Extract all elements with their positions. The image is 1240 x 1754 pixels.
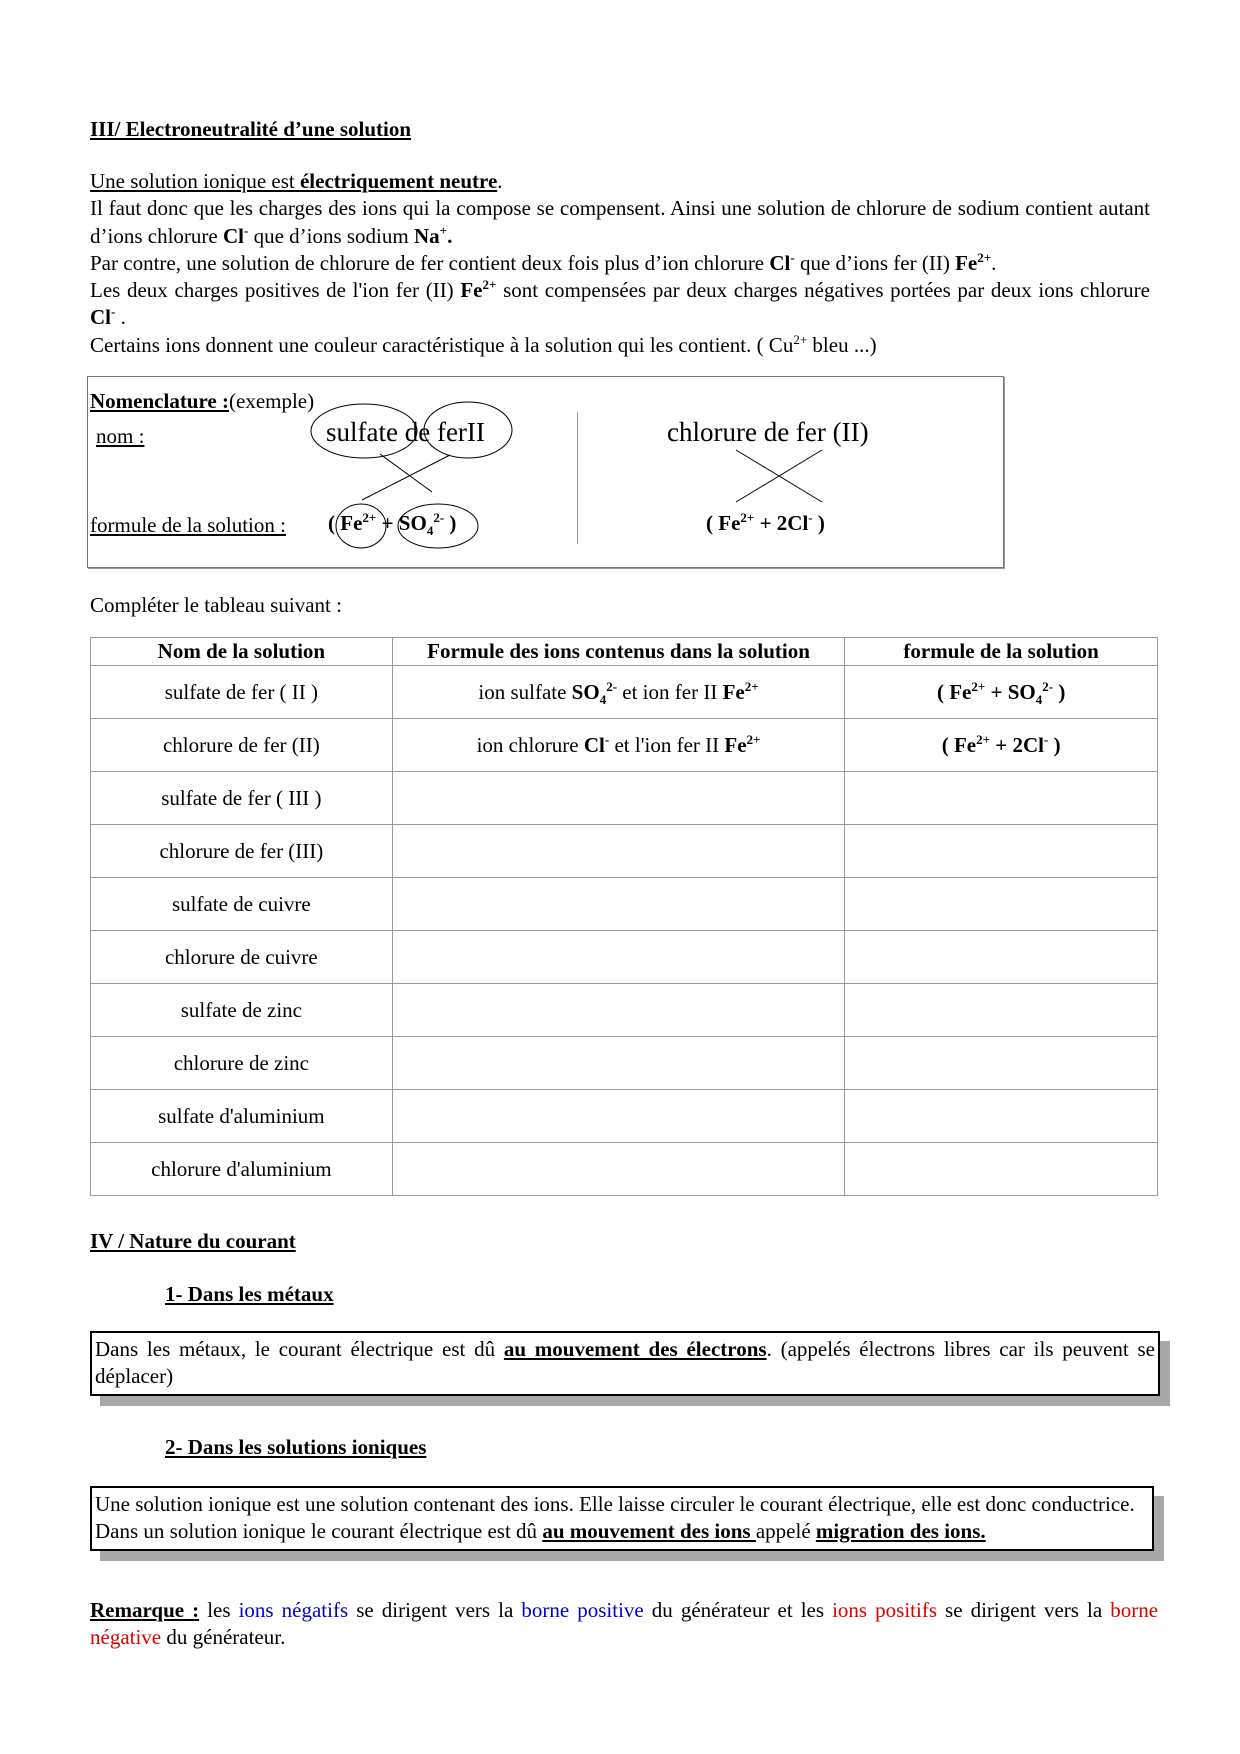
cell-name: chlorure de fer (III) [91,825,393,878]
cell-name: chlorure de fer (II) [91,719,393,772]
cell-ions-empty[interactable] [392,825,845,878]
positive-terminal-text: borne positive [521,1598,644,1622]
negative-terminal-text: borne négative [90,1598,1159,1650]
cell-name: sulfate de fer ( III ) [91,772,393,825]
task-instruction: Compléter le tableau suivant : [90,593,342,617]
cell-formula-empty[interactable] [845,1037,1158,1090]
neutral-statement: Une solution ionique est électriquement neutre [90,169,498,193]
remark-paragraph: Remarque : les ions négatifs se dirigent vers la borne positive du générateur et les ions positifs se dirigent vers la borne négative du générateur. [90,1598,1159,1650]
table-row [91,825,1158,878]
header-formula: formule de la solution [845,638,1158,666]
cell-formula-empty[interactable] [845,1090,1158,1143]
cell-name: chlorure de cuivre [91,931,393,984]
intro-paragraph-4: Certains ions donnent une couleur caractéristique à la solution qui les contient. ( $Cu^{2+}$ bleu ...) [90,331,877,357]
section-4-title: IV / Nature du courant [90,1229,296,1253]
table-row [91,1090,1158,1143]
cell-ions: ion sulfate $SO_4^{2-}$ et ion fer II $Fe^{2+}$ [392,666,845,719]
cell-ions-empty[interactable] [392,1143,845,1196]
cell-ions-empty[interactable] [392,931,845,984]
remark-label: Remarque : [90,1598,200,1622]
intro-line-1: Une solution ionique est électriquement neutre. [90,169,503,193]
positive-ions-text: ions positifs [832,1598,937,1622]
intro-paragraph-2: Par contre, une solution de chlorure de fer contient deux fois plus d’ion chlorure Cl- que d’ions fer (II) $Fe^{2+}$. [90,249,997,275]
header-ions: Formule des ions contenus dans la solution [392,638,845,666]
table-row [91,1143,1158,1196]
subsection-metals-title: 1- Dans les métaux [165,1282,334,1306]
section-3-title: III/ Electroneutralité d’une solution [90,117,412,141]
ellipse-sulfate [311,404,417,458]
cell-name: chlorure d'aluminium [91,1143,393,1196]
cell-name: sulfate de fer ( II ) [91,666,393,719]
table-row [91,984,1158,1037]
cell-formula-empty[interactable] [845,984,1158,1037]
cell-formula: ( $Fe^{2+} + 2Cl^-$ ) [845,719,1158,772]
subsection-ionic-title: 2- Dans les solutions ioniques [165,1435,427,1459]
example-formula-1: ( $Fe^{2+} + SO_4^{2-}$ ) [328,510,457,539]
example-name-2: chlorure de fer (II) [667,417,869,447]
table-row [91,772,1158,825]
table-header-row [91,638,1158,666]
table-row [91,1037,1158,1090]
example-name-1: sulfate de ferII [326,417,485,447]
formule-label: formule de la solution : [90,513,286,537]
cell-formula-empty[interactable] [845,825,1158,878]
cell-ions-empty[interactable] [392,1090,845,1143]
table-row [91,719,1158,772]
cell-ions-empty[interactable] [392,878,845,931]
cell-name: sulfate d'aluminium [91,1090,393,1143]
metals-box: Dans les métaux, le courant électrique est dû au mouvement des électrons. (appelés électrons libres car ils peuvent se déplacer) [90,1331,1160,1396]
ionic-box-line-1: Une solution ionique est une solution contenant des ions. Elle laisse circuler le courant électrique, elle est donc conductrice. [95,1492,1135,1516]
cell-name: sulfate de cuivre [91,878,393,931]
cell-formula-empty[interactable] [845,878,1158,931]
cell-ions: ion chlorure Cl- et l'ion fer II $Fe^{2+}$ [392,719,845,772]
cell-formula: ( $Fe^{2+} + SO_4^{2-}$ ) [845,666,1158,719]
cell-ions-empty[interactable] [392,772,845,825]
sodium-ion: Na+. [413,222,453,248]
intro-paragraph-1: Il faut donc que les charges des ions qui la compose se compensent. Ainsi une solution de chlorure de sodium contient autant d’ions chlorure Cl- que d’ions sodium Na+. [90,196,1150,248]
negative-ions-text: ions négatifs [238,1598,349,1622]
cell-formula-empty[interactable] [845,931,1158,984]
intro-paragraph-3: Les deux charges positives de l'ion fer (II) $Fe^{2+}$ sont compensées par deux charges négatives portées par deux ions chlorure Cl- . [90,277,1150,330]
cross-line-2 [362,455,450,500]
chloride-ion: Cl- [222,222,249,248]
cell-ions-empty[interactable] [392,984,845,1037]
header-name: Nom de la solution [91,638,393,666]
cell-name: sulfate de zinc [91,984,393,1037]
table-row [91,666,1158,719]
ionic-box [90,1486,1154,1551]
nomenclature-title: Nomenclature :(exemple) [90,389,315,413]
table-row [91,931,1158,984]
cell-formula-empty[interactable] [845,772,1158,825]
table-row [91,878,1158,931]
solutions-table [90,637,1158,1196]
ellipse-fer [424,402,512,458]
example-formula-2: ( $Fe^{2+} + 2Cl^-$ ) [706,510,825,535]
nom-label: nom : [96,424,145,448]
cell-name: chlorure de zinc [91,1037,393,1090]
cell-formula-empty[interactable] [845,1143,1158,1196]
ionic-box-line-2: Dans un solution ionique le courant électrique est dû au mouvement des ions appelé migration des ions. [95,1519,986,1544]
cell-ions-empty[interactable] [392,1037,845,1090]
